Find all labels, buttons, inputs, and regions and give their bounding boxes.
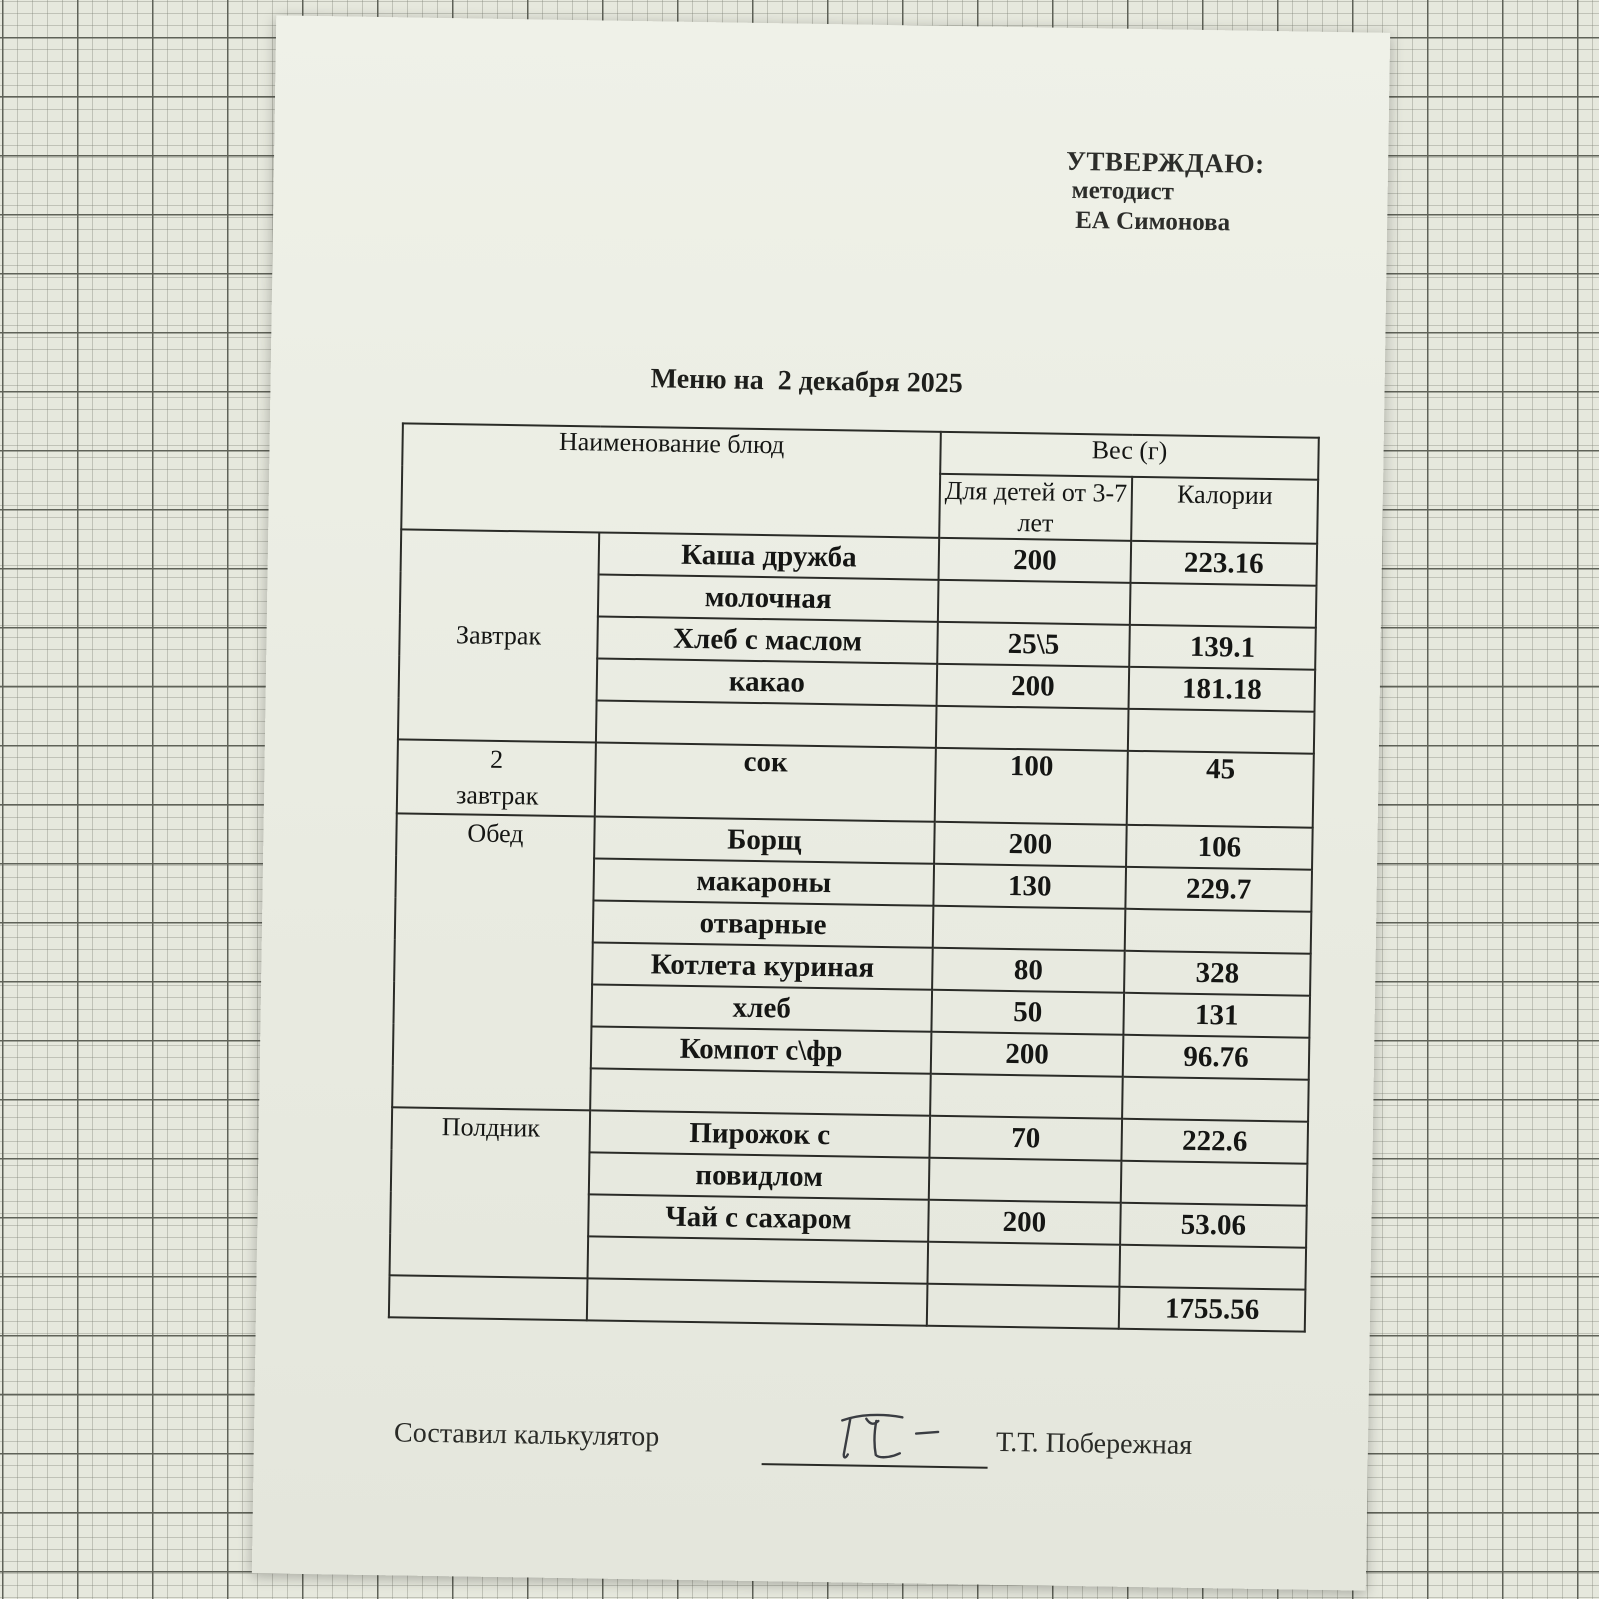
weight-cell [930,1074,1123,1119]
weight-cell: 80 [932,948,1125,993]
dish-cell: Хлеб с маслом [597,616,938,663]
compiler-name: Т.Т. Побережная [995,1426,1193,1461]
approval-name: ЕА Симонова [1074,206,1231,237]
calories-cell [1122,1077,1309,1122]
calories-cell: 45 [1127,751,1314,828]
dish-cell [596,700,937,747]
calories-cell: 223.16 [1130,541,1317,586]
dish-cell: хлеб [591,984,932,1031]
weight-cell: 25\5 [937,622,1130,667]
dish-cell [590,1068,931,1115]
header-children: Для детей от 3-7 лет [939,474,1132,541]
total-empty-cell [587,1278,928,1325]
calories-cell: 222.6 [1121,1119,1308,1164]
dish-cell: какао [597,658,938,705]
header-weight: Вес (г) [940,432,1319,480]
dish-cell: Пирожок с [589,1110,930,1157]
meal-afternoon-snack: Полдник [390,1107,591,1278]
calories-cell [1119,1245,1306,1290]
header-calories: Калории [1131,477,1318,544]
weight-cell: 200 [931,1032,1124,1077]
weight-cell: 100 [935,748,1128,825]
calories-cell: 96.76 [1123,1035,1310,1080]
meal-second-breakfast-label: 2 завтрак [455,744,539,811]
dish-cell: отварные [593,900,934,947]
approval-block [1065,146,1265,239]
total-calories: 1755.56 [1119,1287,1306,1332]
approval-title: УТВЕРЖДАЮ: [1065,145,1265,179]
menu-table [388,422,1320,1332]
dish-cell: Борщ [594,816,935,863]
weight-cell: 200 [928,1200,1121,1245]
calories-cell [1128,709,1315,754]
dish-cell: макароны [593,858,934,905]
dish-cell: Компот с\фр [591,1026,932,1073]
calories-cell: 53.06 [1120,1203,1307,1248]
total-empty-cell [389,1275,588,1320]
weight-cell: 130 [933,864,1126,909]
weight-cell [938,580,1131,625]
calories-cell: 181.18 [1129,667,1316,712]
compiled-by-label: Составил калькулятор [393,1417,660,1453]
table-row [397,739,1314,827]
meal-second-breakfast [397,739,596,816]
approval-role: методист [1071,176,1175,206]
weight-cell: 50 [931,990,1124,1035]
calories-cell: 139.1 [1129,625,1316,670]
weight-cell: 70 [929,1116,1122,1161]
dish-cell: Каша дружба [599,532,940,579]
dish-cell: сок [595,742,936,821]
calories-cell [1125,909,1312,954]
weight-cell: 200 [937,664,1130,709]
weight-cell: 200 [939,538,1132,583]
calories-cell [1130,583,1317,628]
calories-cell: 106 [1126,825,1313,870]
calories-cell [1121,1161,1308,1206]
dish-cell: повидлом [589,1152,930,1199]
calories-cell: 229.7 [1125,867,1312,912]
signature-image [836,1404,947,1470]
weight-cell [927,1242,1120,1287]
weight-cell [933,906,1126,951]
weight-cell [929,1158,1122,1203]
menu-sheet [252,15,1390,1590]
calories-cell: 131 [1123,993,1310,1038]
page-title: Меню на 2 декабря 2025 [650,363,964,400]
dish-cell: Чай с сахаром [588,1194,929,1241]
total-empty-cell [927,1284,1120,1329]
dish-cell [588,1236,929,1283]
weight-cell [936,706,1129,751]
dish-cell: Котлета куриная [592,942,933,989]
dish-cell: молочная [598,574,939,621]
header-dish-name: Наименование блюд [401,423,941,537]
calories-cell: 328 [1124,951,1311,996]
header-row [402,423,1319,479]
meal-lunch: Обед [392,813,595,1110]
weight-cell: 200 [934,822,1127,867]
meal-breakfast: Завтрак [398,529,599,742]
